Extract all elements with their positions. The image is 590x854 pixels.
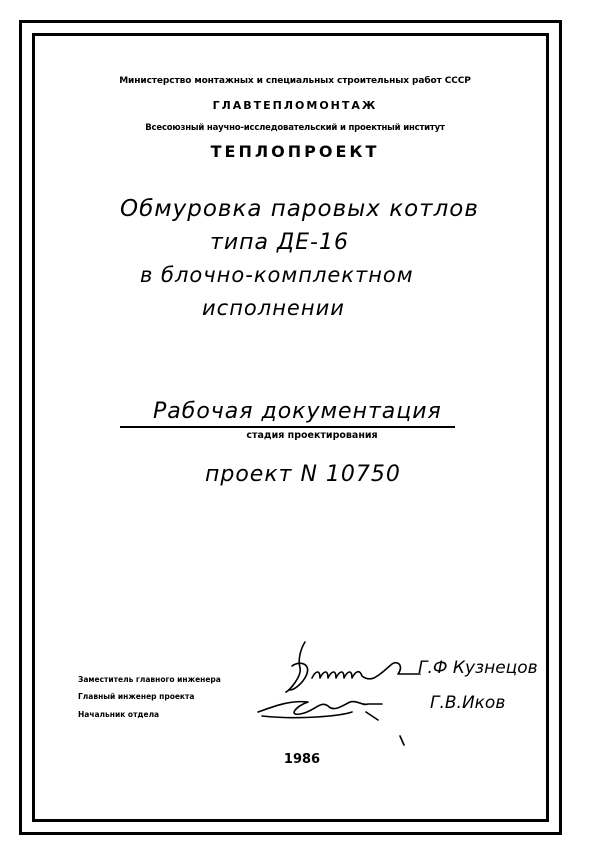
signatory-name-2: Г.В.Иков bbox=[430, 693, 506, 713]
ministry-line: Министерство монтажных и специальных строительных работ СССР bbox=[119, 76, 471, 86]
signatory-role-3: Начальник отдела bbox=[78, 710, 160, 719]
title-line-2: типа ДЕ-16 bbox=[210, 230, 349, 255]
title-line-1: Обмуровка паровых котлов bbox=[120, 196, 479, 222]
project-number: проект N 10750 bbox=[205, 462, 401, 487]
year: 1986 bbox=[283, 752, 321, 767]
glavk-line: ГЛАВТЕПЛОМОНТАЖ bbox=[212, 99, 378, 112]
signatory-role-1: Заместитель главного инженера bbox=[78, 675, 221, 684]
signatory-role-2: Главный инженер проекта bbox=[78, 692, 195, 701]
stage-underline bbox=[120, 426, 455, 428]
signatory-name-1: Г.Ф Кузнецов bbox=[418, 658, 538, 678]
institute-name: ТЕПЛОПРОЕКТ bbox=[210, 142, 380, 161]
title-line-3: в блочно-комплектном bbox=[140, 263, 414, 287]
title-line-4: исполнении bbox=[202, 296, 345, 320]
institute-line: Всесоюзный научно-исследовательский и проектный институт bbox=[145, 123, 445, 133]
stage-value: Рабочая документация bbox=[153, 399, 442, 424]
stage-label: стадия проектирования bbox=[246, 430, 378, 441]
